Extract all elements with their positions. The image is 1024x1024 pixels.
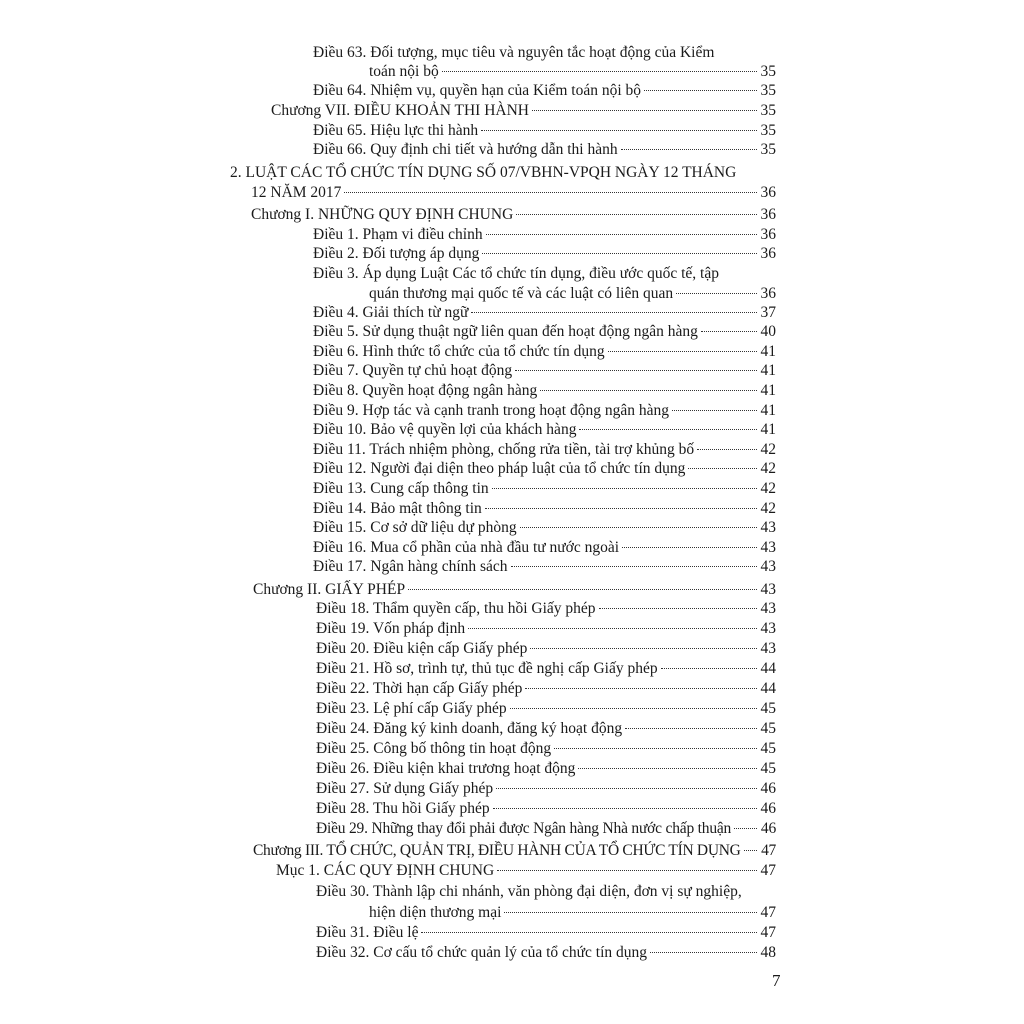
toc-entry-text: Điều 14. Bảo mật thông tin [313, 500, 482, 517]
leader-dots [504, 912, 757, 913]
leader-dots [511, 566, 757, 567]
toc-page-ref: 45 [760, 720, 776, 737]
leader-dots [578, 768, 757, 769]
toc-entry-text: Điều 30. Thành lập chi nhánh, văn phòng đại diện, đơn vị sự nghiệp, [316, 883, 742, 900]
leader-dots [608, 351, 757, 352]
toc-page-ref: 42 [760, 500, 776, 517]
toc-page-ref: 36 [760, 206, 776, 223]
toc-entry-text: Điều 12. Người đại diện theo pháp luật của tổ chức tín dụng [313, 460, 686, 477]
toc-entry-text: Điều 31. Điều lệ [316, 924, 419, 941]
toc-page-ref: 44 [760, 660, 776, 677]
toc-page-ref: 47 [761, 842, 776, 859]
toc-entry-text: Điều 19. Vốn pháp định [316, 620, 466, 637]
toc-entry-text: Điều 5. Sử dụng thuật ngữ liên quan đến hoạt động ngân hàng [313, 323, 698, 340]
leader-dots [492, 488, 757, 489]
toc-entry-text: Điều 20. Điều kiện cấp Giấy phép [316, 640, 528, 657]
toc-page-ref: 35 [760, 82, 776, 99]
toc-page-ref: 45 [760, 700, 776, 717]
leader-dots [599, 608, 757, 609]
toc-entry [313, 343, 776, 361]
toc-entry-line [313, 265, 719, 283]
toc-entry [313, 304, 776, 322]
leader-dots [481, 130, 757, 131]
toc-entry [313, 122, 776, 140]
toc-entry [313, 519, 776, 537]
toc-entry [316, 680, 776, 698]
leader-dots [540, 390, 757, 391]
leader-dots [661, 668, 757, 669]
toc-chapter [271, 102, 776, 120]
toc-page-ref: 36 [760, 245, 776, 262]
toc-entry-text: Điều 9. Hợp tác và cạnh tranh trong hoạt động ngân hàng [313, 402, 669, 419]
toc-page-ref: 48 [760, 944, 776, 961]
toc-page-ref: 41 [760, 382, 776, 399]
toc-page-ref: 46 [760, 780, 776, 797]
toc-entry-text: Điều 22. Thời hạn cấp Giấy phép [316, 680, 523, 697]
toc-entry [316, 760, 776, 778]
toc-page-ref: 46 [760, 820, 776, 837]
toc-entry [313, 245, 776, 263]
toc-entry-text: Điều 4. Giải thích từ ngữ [313, 304, 469, 321]
toc-page-ref: 40 [760, 323, 776, 340]
toc-entry-text: Điều 63. Đối tượng, mục tiêu và nguyên tắc hoạt động của Kiểm [313, 44, 715, 61]
toc-section [251, 184, 776, 202]
toc-page-ref: 35 [760, 122, 776, 139]
toc-page-ref: 41 [760, 402, 776, 419]
leader-dots [625, 728, 757, 729]
leader-dots [442, 71, 757, 72]
toc-entry-text: Điều 28. Thu hồi Giấy phép [316, 800, 490, 817]
leader-dots [734, 828, 757, 829]
toc-entry [369, 63, 776, 81]
toc-page-ref: 42 [760, 441, 776, 458]
toc-entry-text: Điều 3. Áp dụng Luật Các tổ chức tín dụng, điều ước quốc tế, tập [313, 265, 719, 282]
toc-page-ref: 42 [760, 480, 776, 497]
toc-chapter [253, 842, 776, 860]
toc-page-ref: 43 [760, 519, 776, 536]
toc-page-ref: 44 [760, 680, 776, 697]
leader-dots [688, 468, 757, 469]
toc-entry-text: Điều 21. Hồ sơ, trình tự, thủ tục đề nghị cấp Giấy phép [316, 660, 658, 677]
toc-entry-text: Điều 16. Mua cổ phần của nhà đầu tư nước ngoài [313, 539, 620, 556]
toc-page-ref: 41 [760, 421, 776, 438]
toc-page-ref: 45 [760, 760, 776, 777]
leader-dots [525, 688, 757, 689]
toc-page-ref: 37 [760, 304, 776, 321]
leader-dots [530, 648, 757, 649]
toc-page-ref: 43 [760, 581, 776, 598]
leader-dots [496, 788, 757, 789]
toc-page-ref: 43 [760, 620, 776, 637]
toc-entry-text: Điều 17. Ngân hàng chính sách [313, 558, 508, 575]
leader-dots [554, 748, 757, 749]
toc-entry [316, 924, 776, 942]
toc-entry-text: Điều 32. Cơ cấu tổ chức quản lý của tổ chức tín dụng [316, 944, 648, 961]
toc-page-ref: 43 [760, 539, 776, 556]
toc-page-ref: 36 [760, 226, 776, 243]
leader-dots [516, 214, 757, 215]
leader-dots [701, 331, 757, 332]
leader-dots [672, 410, 757, 411]
toc-page-ref: 43 [760, 558, 776, 575]
toc-entry [313, 402, 776, 420]
toc-chapter [251, 206, 776, 224]
toc-entry-text: Chương VII. ĐIỀU KHOẢN THI HÀNH [271, 102, 529, 119]
toc-section [276, 862, 776, 880]
toc-entry-text: 12 NĂM 2017 [251, 184, 342, 201]
toc-page-ref: 35 [760, 141, 776, 158]
toc-entry-text: Điều 65. Hiệu lực thi hành [313, 122, 479, 139]
toc-page-ref: 46 [760, 800, 776, 817]
toc-page-ref: 36 [760, 285, 776, 302]
toc-entry-text: Điều 10. Bảo vệ quyền lợi của khách hàng [313, 421, 577, 438]
toc-entry-text: Điều 24. Đăng ký kinh doanh, đăng ký hoạt động [316, 720, 623, 737]
toc-entry-text: Điều 13. Cung cấp thông tin [313, 480, 489, 497]
leader-dots [744, 850, 758, 851]
toc-entry [316, 780, 776, 798]
toc-entry [313, 323, 776, 341]
toc-entry-text: Chương I. NHỮNG QUY ĐỊNH CHUNG [251, 206, 514, 223]
toc-entry [316, 700, 776, 718]
toc-page-ref: 41 [760, 362, 776, 379]
toc-entry [316, 600, 776, 618]
toc-entry [313, 362, 776, 380]
leader-dots [344, 192, 757, 193]
toc-entry [313, 480, 776, 498]
toc-entry [313, 141, 776, 159]
toc-entry [313, 421, 776, 439]
toc-entry [316, 944, 776, 962]
toc-entry-text: toán nội bộ [369, 63, 439, 80]
toc-entry [316, 660, 776, 678]
toc-entry-text: Điều 23. Lệ phí cấp Giấy phép [316, 700, 507, 717]
toc-chapter [253, 581, 776, 599]
toc-entry [369, 285, 776, 303]
toc-section-title [230, 164, 736, 182]
toc-entry [316, 620, 776, 638]
toc-entry [313, 460, 776, 478]
leader-dots [485, 508, 757, 509]
toc-entry [316, 720, 776, 738]
toc-page-ref: 36 [760, 184, 776, 201]
toc-entry-text: Điều 7. Quyền tự chủ hoạt động [313, 362, 513, 379]
leader-dots [676, 293, 757, 294]
toc-page-ref: 47 [760, 904, 776, 921]
toc-entry-text: Điều 26. Điều kiện khai trương hoạt động [316, 760, 576, 777]
toc-entry-text: Chương III. TỔ CHỨC, QUẢN TRỊ, ĐIỀU HÀNH CỦA TỔ CHỨC TÍN DỤNG [253, 842, 741, 859]
toc-page-ref: 41 [760, 343, 776, 360]
toc-entry-text: Điều 29. Những thay đổi phải được Ngân hàng Nhà nước chấp thuận [316, 820, 732, 837]
leader-dots [468, 628, 757, 629]
toc-entry-text: hiện diện thương mại [369, 904, 502, 921]
toc-entry-line [316, 883, 742, 901]
toc-page-ref: 45 [760, 740, 776, 757]
toc-page-ref: 42 [760, 460, 776, 477]
leader-dots [408, 589, 757, 590]
toc-entry-text: Điều 18. Thẩm quyền cấp, thu hồi Giấy phép [316, 600, 596, 617]
leader-dots [486, 234, 757, 235]
leader-dots [497, 870, 757, 871]
leader-dots [510, 708, 757, 709]
leader-dots [482, 253, 757, 254]
toc-page-ref: 47 [760, 924, 776, 941]
toc-entry [313, 382, 776, 400]
toc-entry-text: Mục 1. CÁC QUY ĐỊNH CHUNG [276, 862, 495, 879]
toc-entry-text: Điều 2. Đối tượng áp dụng [313, 245, 480, 262]
leader-dots [493, 808, 757, 809]
leader-dots [697, 449, 757, 450]
toc-page-ref: 35 [760, 63, 776, 80]
toc-entry [313, 500, 776, 518]
toc-entry-text: Điều 6. Hình thức tổ chức của tổ chức tín dụng [313, 343, 605, 360]
toc-entry-text: Điều 11. Trách nhiệm phòng, chống rửa tiền, tài trợ khủng bố [313, 441, 695, 458]
leader-dots [650, 952, 757, 953]
leader-dots [520, 527, 757, 528]
toc-entry-line [313, 44, 714, 62]
toc-entry-text: Điều 8. Quyền hoạt động ngân hàng [313, 382, 538, 399]
toc-page-ref: 47 [760, 862, 776, 879]
toc-entry-text: Chương II. GIẤY PHÉP [253, 581, 406, 598]
toc-entry-text: Điều 1. Phạm vi điều chỉnh [313, 226, 483, 243]
toc-entry-text: Điều 66. Quy định chi tiết và hướng dẫn thi hành [313, 141, 618, 158]
toc-entry-text: Điều 27. Sử dụng Giấy phép [316, 780, 494, 797]
toc-entry [316, 800, 776, 818]
toc-entry [313, 441, 776, 459]
leader-dots [644, 90, 757, 91]
leader-dots [579, 429, 757, 430]
leader-dots [532, 110, 757, 111]
toc-entry [313, 82, 776, 100]
toc-entry [313, 226, 776, 244]
toc-entry-text: Điều 15. Cơ sở dữ liệu dự phòng [313, 519, 517, 536]
toc-entry [316, 740, 776, 758]
leader-dots [421, 932, 757, 933]
toc-page-ref: 35 [760, 102, 776, 119]
toc-entry [316, 820, 776, 838]
toc-entry-text: Điều 64. Nhiệm vụ, quyền hạn của Kiểm toán nội bộ [313, 82, 642, 99]
leader-dots [621, 149, 757, 150]
toc-entry [369, 904, 776, 922]
toc-entry-text: Điều 25. Công bố thông tin hoạt động [316, 740, 552, 757]
toc-entry [313, 539, 776, 557]
leader-dots [515, 370, 757, 371]
toc-entry [313, 558, 776, 576]
toc-page-ref: 43 [760, 600, 776, 617]
page-number: 7 [772, 971, 781, 990]
toc-entry-text: 2. LUẬT CÁC TỔ CHỨC TÍN DỤNG SỐ 07/VBHN-VPQH NGÀY 12 THÁNG [230, 164, 737, 181]
toc-entry-text: quán thương mại quốc tế và các luật có liên quan [369, 285, 674, 302]
leader-dots [622, 547, 757, 548]
toc-page-ref: 43 [760, 640, 776, 657]
toc-entry [316, 640, 776, 658]
leader-dots [471, 312, 757, 313]
